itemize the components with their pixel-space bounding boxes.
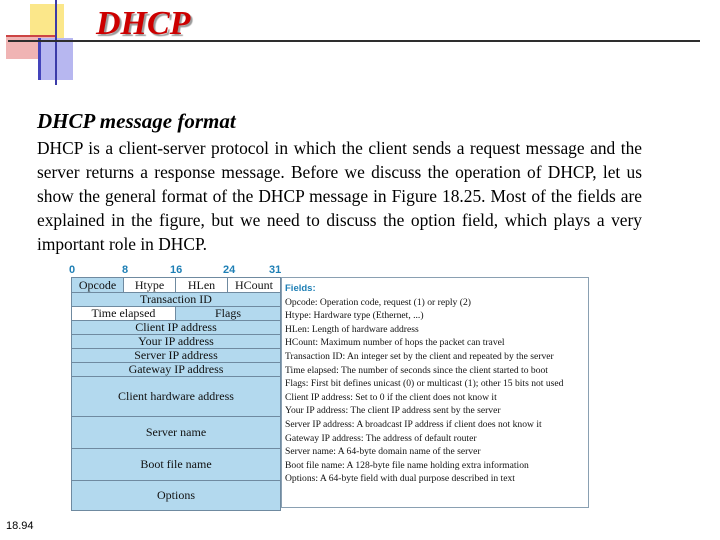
bit-label-8: 8	[122, 264, 129, 276]
bit-label-0: 0	[69, 264, 76, 276]
flags-cell: Flags	[176, 307, 280, 320]
field-desc-your-ip: Your IP address: The client IP address sent by the server	[285, 405, 501, 417]
field-desc-server-name: Server name: A 64-byte domain name of the server	[285, 446, 481, 458]
opcode-cell: Opcode	[72, 278, 124, 292]
grid-row-transaction	[72, 293, 280, 307]
field-desc-transaction-id: Transaction ID: An integer set by the client and repeated by the server	[285, 350, 554, 362]
field-desc-htype: Htype: Hardware type (Ethernet, ...)	[285, 310, 424, 322]
bit-ruler	[66, 264, 286, 278]
field-desc-hcount: HCount: Maximum number of hops the packet can travel	[285, 337, 505, 349]
field-desc-time-elapsed: Time elapsed: The number of seconds since the client started to boot	[285, 364, 548, 376]
grid-row-time-flags	[72, 307, 280, 321]
slide-subtitle: DHCP message format	[37, 109, 236, 133]
bit-label-31: 31	[269, 264, 282, 276]
dhcp-format-figure	[66, 262, 626, 507]
field-desc-server-ip: Server IP address: A broadcast IP address if client does not know it	[285, 418, 542, 430]
boot-file-cell: Boot file name	[140, 457, 212, 471]
options-cell: Options	[156, 488, 195, 502]
bit-label-16: 16	[170, 264, 183, 276]
time-elapsed-cell: Time elapsed	[72, 307, 176, 320]
fields-heading: Fields:	[285, 283, 316, 294]
server-ip-cell: Server IP address	[134, 348, 218, 362]
gateway-ip-cell: Gateway IP address	[128, 362, 224, 376]
server-name-cell: Server name	[145, 425, 207, 439]
fields-legend	[281, 277, 589, 508]
bit-label-24: 24	[223, 264, 236, 276]
grid-row-boot-file	[72, 449, 280, 481]
grid-row-client-ip	[72, 321, 280, 335]
field-desc-flags: Flags: First bit defines unicast (0) or multicast (1); other 15 bits not used	[285, 378, 564, 390]
hcount-cell: HCount	[228, 278, 280, 292]
field-desc-hlen: HLen: Length of hardware address	[285, 323, 419, 335]
slide-body-text: DHCP is a client-server protocol in which the client sends a request message and the server returns a response message. Before we discuss the operation of DHCP, let us show the general format of the DHCP message in Figure 18.25. Most of the fields are explained in the figure, but we need to discuss the option field, which plays a very important role in DHCP.	[37, 138, 642, 254]
htype-cell: Htype	[124, 278, 176, 292]
grid-row-client-hw	[72, 377, 280, 417]
field-desc-options: Options: A 64-byte field with dual purpose described in text	[285, 473, 515, 485]
grid-row-gateway-ip	[72, 363, 280, 377]
your-ip-cell: Your IP address	[138, 334, 214, 348]
grid-row-your-ip	[72, 335, 280, 349]
hlen-cell: HLen	[176, 278, 228, 292]
grid-row-options	[72, 481, 280, 511]
transaction-id-cell: Transaction ID	[140, 292, 212, 306]
client-ip-cell: Client IP address	[135, 320, 217, 334]
field-desc-boot-file: Boot file name: A 128-byte file name holding extra information	[285, 459, 529, 471]
field-desc-client-ip: Client IP address: Set to 0 if the client does not know it	[285, 391, 497, 403]
grid-row-server-name	[72, 417, 280, 449]
client-hw-cell: Client hardware address	[118, 389, 234, 403]
grid-row-server-ip	[72, 349, 280, 363]
grid-row-header	[72, 278, 280, 293]
slide-title: DHCP	[96, 5, 191, 42]
field-desc-opcode: Opcode: Operation code, request (1) or reply (2)	[285, 296, 471, 308]
field-desc-gateway-ip: Gateway IP address: The address of default router	[285, 432, 477, 444]
message-format-grid	[71, 277, 281, 511]
page-number: 18.94	[6, 520, 34, 532]
logo-vertical-line	[55, 0, 57, 85]
